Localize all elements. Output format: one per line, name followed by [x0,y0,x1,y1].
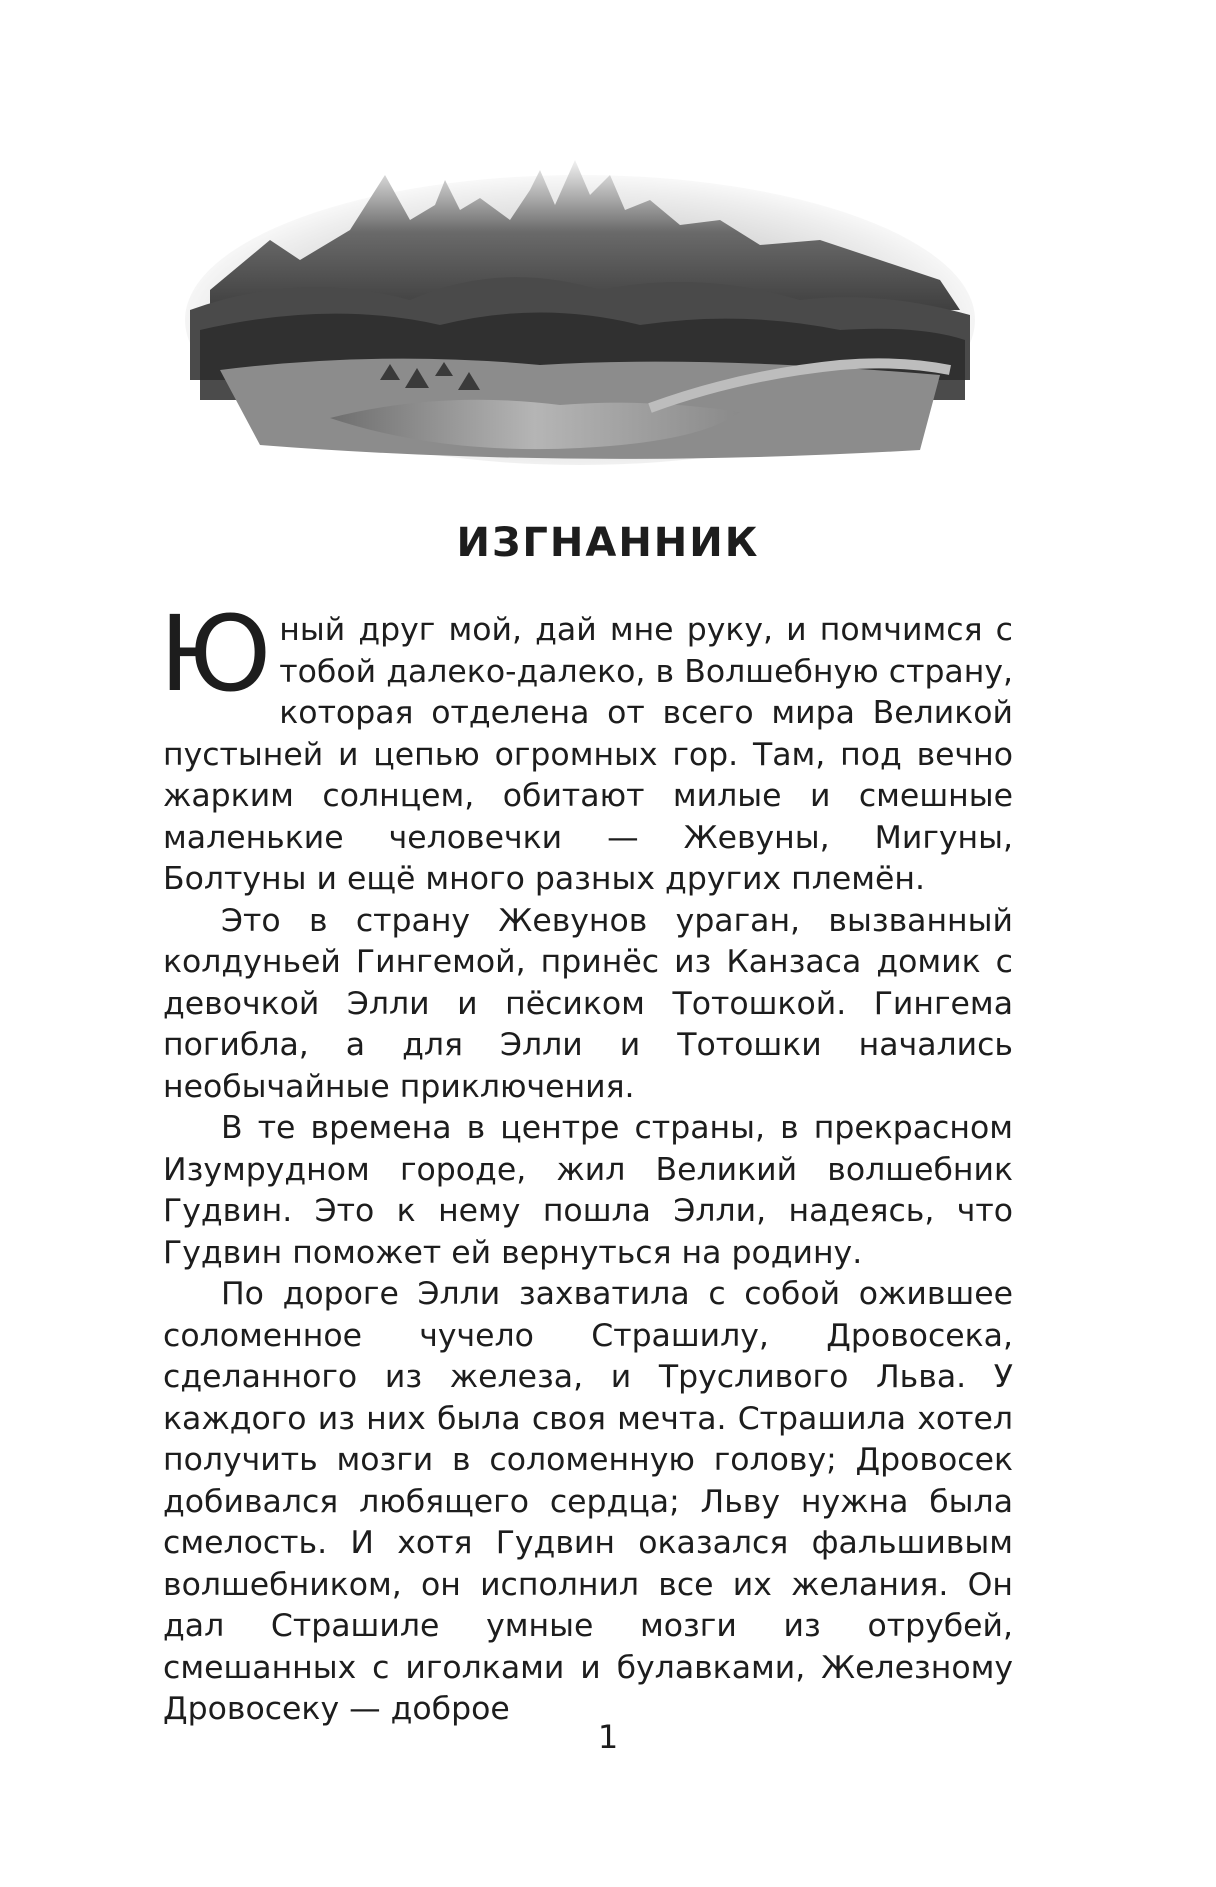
paragraph: По дороге Элли захватила с собой ожившее соломенное чучело Страшилу, Дровосека, сделанного из железа, и Трусливого Льва. У каждого из них была своя мечта. Страшила хотел получить мозги в соломенную голову; Дровосек добивался любящего сердца; Льву нужна была смелость. И хотя Гудвин оказался фальшивым волшебником, он исполнил все их желания. Он дал Страшиле умные мозги из отрубей, смешанных с иголками и булавками, Железному Дровосеку — доброе [163,1276,1013,1727]
body-text [159,593,1013,1731]
paragraph-text: ный друг мой, дай мне руку, и помчимся с тобой далеко-далеко, в Волшебную страну, которая отделена от всего мира Великой пустыней и цепью огромных гор. Там, под вечно жарким солнцем, обитают милые и смешные маленькие человечки — Жевуны, Мигуны, Болтуны и ещё много разных других племён. [163,612,1013,897]
paragraph: Это в страну Жевунов ураган, вызванный колдуньей Гингемой, принёс из Канзаса домик с девочкой Элли и пёсиком Тотошкой. Гингема погибла, а для Элли и Тотошки начались необычайные приключения. [163,902,1013,1105]
paragraph [159,593,1013,901]
drop-cap: Ю [159,593,272,715]
page-number: 1 [597,1718,619,1756]
paragraph: В те времена в центре страны, в прекрасном Изумрудном городе, жил Великий волшебник Гудвин. Это к нему пошла Элли, надеясь, что Гудвин поможет ей вернуться на родину. [163,1110,1013,1271]
mountain-landscape-illustration [180,150,980,470]
chapter-title: ИЗГНАННИК [456,520,760,566]
